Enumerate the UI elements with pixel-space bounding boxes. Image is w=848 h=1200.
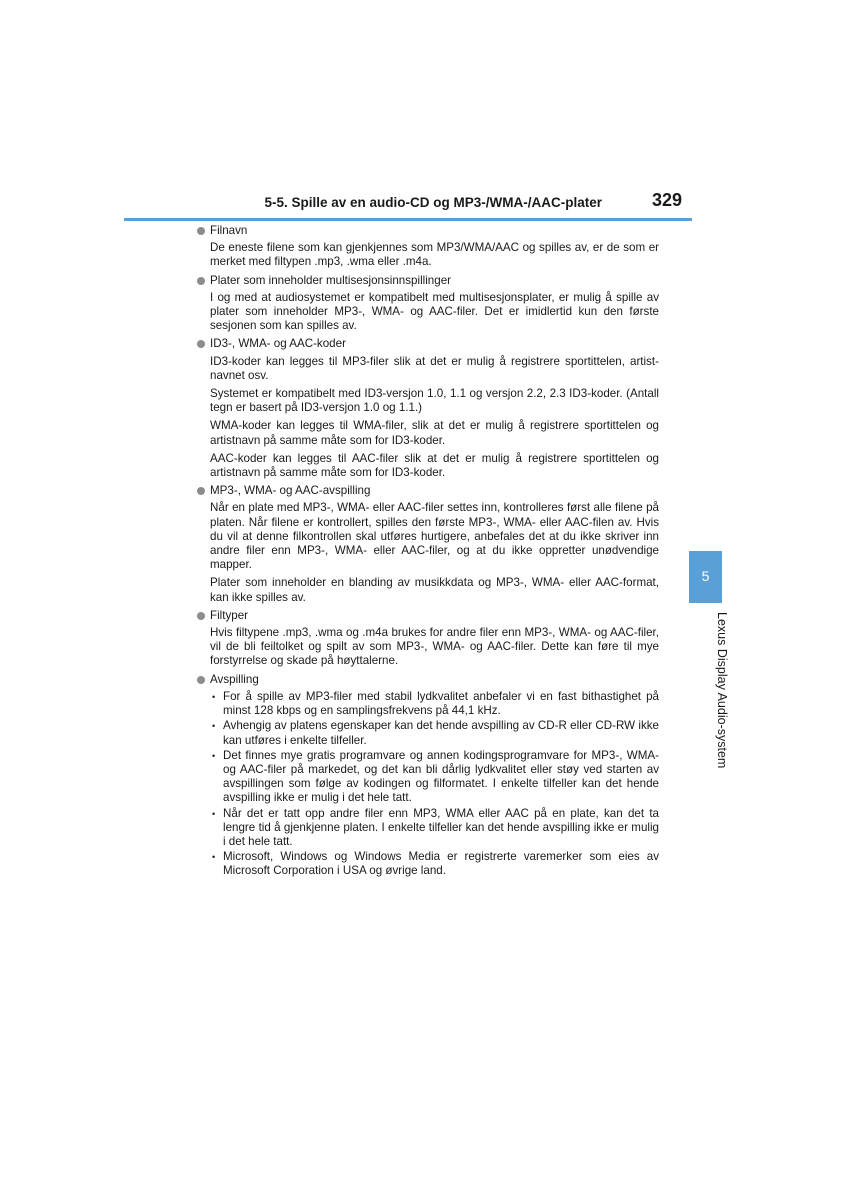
bullet-dot-icon — [197, 487, 205, 495]
section-heading — [197, 274, 659, 288]
chapter-tab: 5 — [689, 551, 722, 603]
section-heading-text: MP3-, WMA- og AAC-avspilling — [210, 484, 371, 498]
section — [197, 609, 659, 669]
section — [197, 673, 659, 879]
bullet-dot-icon — [197, 612, 205, 620]
list-item-text: For å spille av MP3-filer med stabil lydkvalitet anbefaler vi en fast bithastighet på minst 128 kbps og en samplingsfrekvens på 44,1 kHz. — [223, 689, 659, 718]
list-item — [210, 690, 659, 718]
paragraph: Plater som inneholder en blanding av musikkdata og MP3-, WMA- eller AAC-format, kan ikke spilles av. — [210, 576, 659, 604]
paragraph: I og med at audiosystemet er kompatibelt med multisesjonsplater, er mulig å spille av plater som inneholder MP3-, WMA- og AAC-filer. Det er imidlertid kun den første sesjonen som kan spilles av. — [210, 290, 659, 333]
list-item — [210, 807, 659, 850]
section-heading — [197, 337, 659, 351]
list-item-text: Microsoft, Windows og Windows Media er registrerte varemerker som eies av Microsoft Corporation i USA og øvrige land. — [223, 850, 659, 878]
paragraph: WMA-koder kan legges til WMA-filer, slik at det er mulig å registrere sportittelen og artistnavn på samme måte som for ID3-koder. — [210, 419, 659, 447]
section-heading-text: Filnavn — [210, 224, 248, 237]
paragraph: De eneste filene som kan gjenkjennes som MP3/WMA/AAC og spilles av, er de som er merket med filtypen .mp3, .wma eller .m4a. — [210, 241, 659, 269]
section-heading-text: Avspilling — [210, 672, 259, 686]
paragraph: Systemet er kompatibelt med ID3-versjon 1.0, 1.1 og versjon 2.2, 2.3 ID3-koder. (Antall tegn er basert på ID3-versjon 1.0 og 1.1.) — [210, 387, 659, 415]
paragraph: Hvis filtypene .mp3, .wma og .m4a brukes for andre filer enn MP3-, WMA- og AAC-filer, vil de bli feiltolket og spilt av som MP3-, WMA- og AAC-filer. Dette kan føre til mye forstyrrelse og skade på høyttalerne. — [210, 626, 659, 668]
main-content — [197, 224, 659, 880]
section-heading — [197, 484, 659, 498]
section-heading-text: ID3-, WMA- og AAC-koder — [210, 337, 346, 351]
paragraph: Når en plate med MP3-, WMA- eller AAC-filer settes inn, kontrolleres først alle filene på platen. Når filene er kontrollert, spilles den første MP3-, WMA- eller AAC-filen av. Hvis du vil at denne filkontrollen skal utføres hurtigere, anbefales det at du ikke skriver inn andre filer enn MP3-, WMA- eller AAC-filer, og at du ikke oppretter unødvendige mapper. — [210, 501, 659, 572]
section-heading — [197, 224, 659, 238]
section — [197, 224, 659, 270]
paragraph: AAC-koder kan legges til AAC-filer slik at det er mulig å registrere sportittelen og artistnavn på samme måte som for ID3-koder. — [210, 451, 659, 480]
bullet-icon: • — [212, 721, 216, 732]
bullet-list — [210, 690, 659, 879]
chapter-label: Lexus Display Audio-system — [715, 612, 729, 769]
section-heading — [197, 609, 659, 623]
section — [197, 484, 659, 605]
bullet-dot-icon — [197, 340, 205, 348]
list-item — [210, 850, 659, 878]
list-item — [210, 749, 659, 806]
bullet-icon: • — [212, 750, 216, 761]
page-number: 329 — [651, 190, 682, 210]
paragraph: ID3-koder kan legges til MP3-filer slik at det er mulig å registrere sportittelen, artist-navnet osv. — [210, 354, 659, 382]
section-title: 5-5. Spille av en audio-CD og MP3-/WMA-/AAC-plater — [264, 195, 602, 210]
bullet-dot-icon — [197, 676, 205, 684]
section-heading-text: Plater som inneholder multisesjonsinnspillinger — [210, 273, 452, 287]
list-item-text: Når det er tatt opp andre filer enn MP3, WMA eller AAC på en plate, kan det ta lengre tid å gjenkjenne platen. I enkelte tilfeller kan det hende avspilling ikke er mulig i det hele tatt. — [223, 806, 659, 848]
section-heading — [197, 673, 659, 687]
bullet-icon: • — [212, 691, 216, 702]
bullet-icon: • — [212, 808, 216, 819]
section — [197, 337, 659, 480]
section-heading-text: Filtyper — [210, 608, 249, 622]
list-item-text: Det finnes mye gratis programvare og annen kodingsprogramvare for MP3-, WMA- og AAC-filer på markedet, og det kan bli dårlig lydkvalitet eller støy ved starten av avspillingen som følge av kodingen og filformatet. I enkelte tilfeller kan det hende avspilling ikke er mulig i det hele tatt. — [223, 748, 659, 805]
bullet-dot-icon — [197, 277, 205, 285]
bullet-icon: • — [212, 852, 216, 863]
section — [197, 274, 659, 334]
list-item-text: Avhengig av platens egenskaper kan det hende avspilling av CD-R eller CD-RW ikke kan utføres i enkelte tilfeller. — [223, 719, 659, 747]
bullet-dot-icon — [197, 227, 205, 235]
list-item — [210, 719, 659, 747]
page-header — [124, 188, 692, 221]
